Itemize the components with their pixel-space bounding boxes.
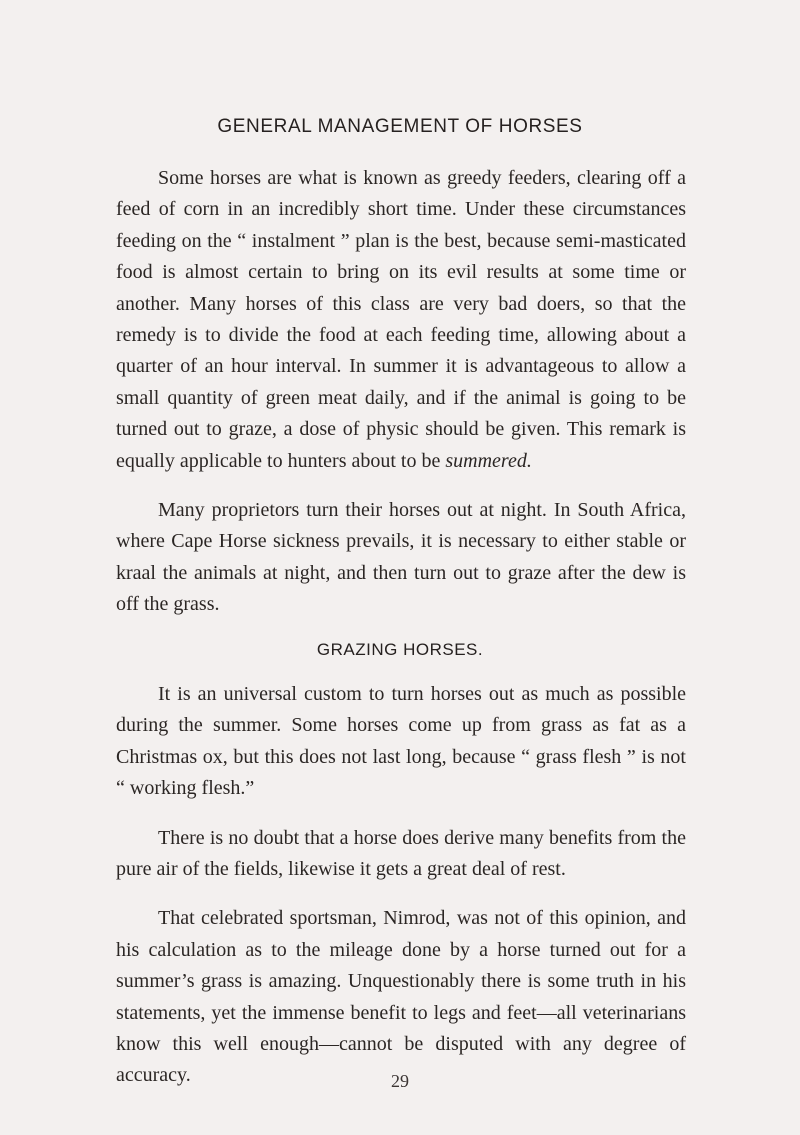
paragraph-greedy-feeders [116, 163, 686, 477]
page-number: 29 [391, 1071, 409, 1091]
paragraph-pure-air: There is no doubt that a horse does derive many benefits from the pure air of the fields, likewise it gets a great deal of rest. [116, 826, 686, 881]
text-block-management [116, 163, 686, 621]
running-head: GENERAL MANAGEMENT OF HORSES [217, 116, 583, 137]
paragraph-greedy-feeders-text: Some horses are what is known as greedy feeders, clearing off a feed of corn in an incredibly short time. Under these circumstances feeding on the “ instalment ” plan is the best, because semi-masticated food is almost certain to bring on its evil results at some time or another. Many horses of this class are very bad doers, so that the remedy is to divide the food at each feeding time, allowing about a quarter of an hour interval. In summer it is advantageous to allow a small quantity of green meat daily, and if the animal is going to be turned out to graze, a dose of physic should be given. This remark is equally applicable to hunters about to be [116, 167, 686, 472]
paragraph-night-turnout: Many proprietors turn their horses out at night. In South Africa, where Cape Horse sickness prevails, it is necessary to either stable or kraal the animals at night, and then turn out to graze after the dew is off the grass. [116, 499, 686, 616]
paragraph-universal-custom: It is an universal custom to turn horses out as much as possible during the summer. Some horses come up from grass as fat as a Christmas ox, but this does not last long, because “ grass flesh ” is not “ working flesh.” [116, 683, 686, 800]
section-heading: GRAZING HORSES. [316, 640, 484, 659]
italic-summered: summered. [445, 449, 532, 472]
paragraph-nimrod: That celebrated sportsman, Nimrod, was not of this opinion, and his calculation as to the mileage done by a horse turned out for a summer’s grass is amazing. Unquestionably there is some truth in his statements, yet the immense benefit to legs and feet—all veterinarians know this well enough—cannot be disputed with any degree of accuracy. [116, 907, 686, 1087]
text-block-grazing [116, 679, 686, 1092]
